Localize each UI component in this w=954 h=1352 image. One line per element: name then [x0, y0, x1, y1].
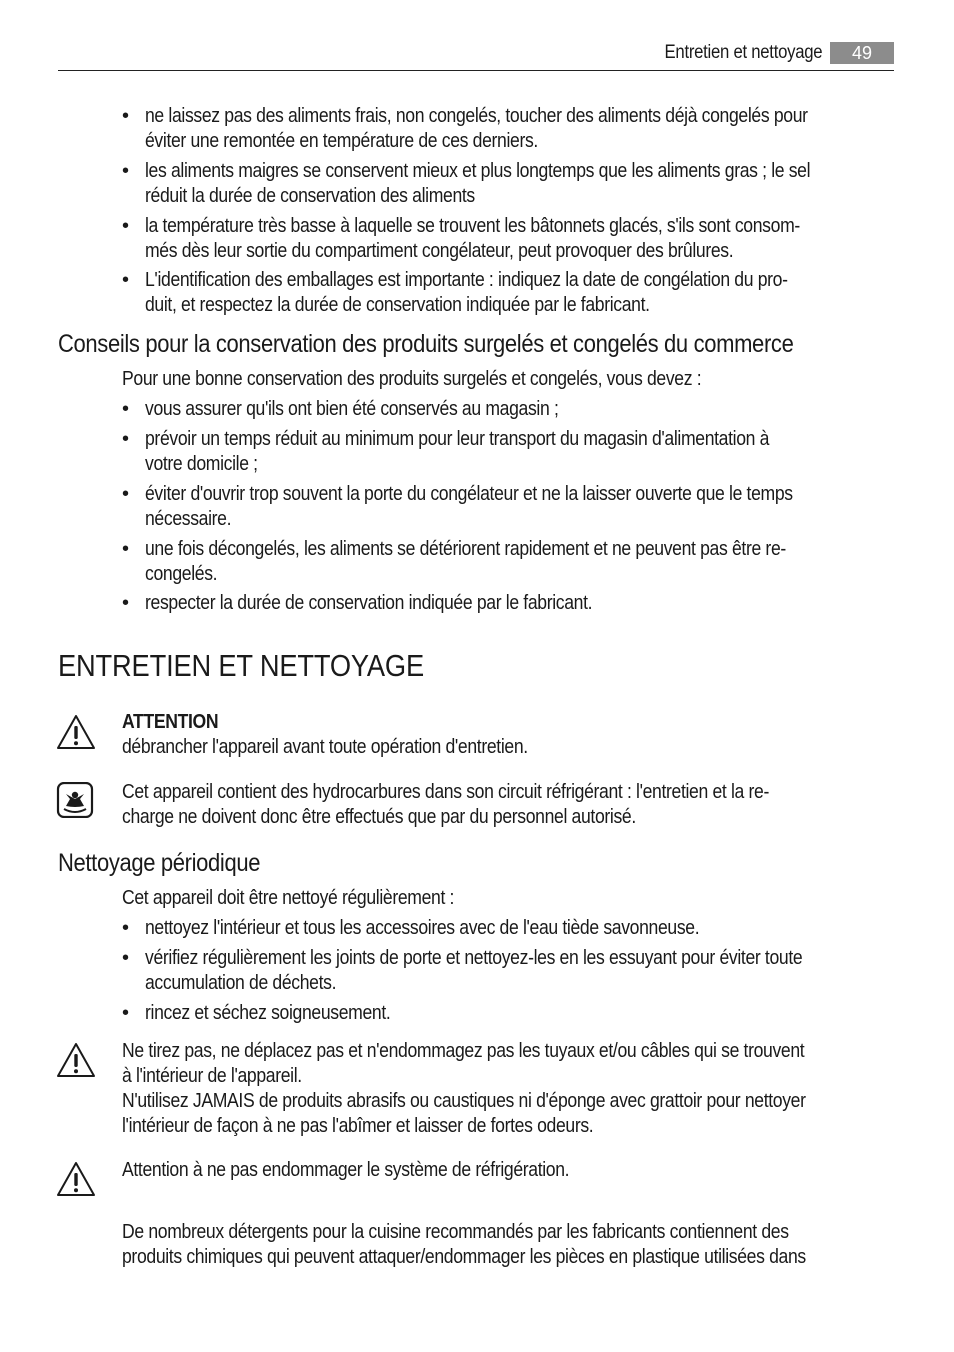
- section-title: ENTRETIEN ET NETTOYAGE: [58, 648, 424, 683]
- list-item: une fois décongelés, les aliments se détériorent rapidement et ne peuvent pas être re- congelés.: [145, 538, 786, 585]
- warning-cables: Ne tirez pas, ne déplacez pas et n'endommagez pas les tuyaux et/ou câbles qui se trouvent à l'intérieur de l'appareil. N'utilisez JAMAIS de produits abrasifs ou caustiques ni d'éponge avec grattoir pour nettoyer l'intérieur de façon à ne pas l'abîmer et laisser de fortes odeurs.: [122, 1040, 806, 1137]
- header-title: Entretien et nettoyage: [664, 42, 822, 63]
- environment-note: Cet appareil contient des hydrocarbures dans son circuit réfrigérant : l'entretien et la re- charge ne doivent donc être effectués que par du personnel autorisé.: [122, 781, 769, 828]
- list-item: la température très basse à laquelle se trouvent les bâtonnets glacés, s'ils sont consom- més dès leur sortie du compartiment congélateur, peut provoquer des brûlures.: [145, 215, 800, 262]
- warning-refrigeration: Attention à ne pas endommager le système de réfrigération.: [122, 1159, 570, 1181]
- list-item: ne laissez pas des aliments frais, non congelés, toucher des aliments déjà congelés pour éviter une remontée en température de ces derniers.: [145, 105, 808, 152]
- list-item: les aliments maigres se conservent mieux et plus longtemps que les aliments gras ; le sel réduit la durée de conservation des aliments: [145, 160, 811, 207]
- bullet-dot: •: [122, 947, 130, 969]
- bullet-dot: •: [122, 215, 130, 237]
- bullet-dot: •: [122, 269, 130, 291]
- conseils-intro: Pour une bonne conservation des produits surgelés et congelés, vous devez :: [122, 368, 702, 390]
- list-item: L'identification des emballages est importante : indiquez la date de congélation du pro- duit, et respectez la durée de conservation indiquée par le fabricant.: [145, 269, 788, 316]
- bullet-dot: •: [122, 483, 130, 505]
- warning-triangle-icon: [56, 1161, 96, 1197]
- bullet-dot: •: [122, 592, 130, 614]
- page-number: 49: [830, 42, 894, 64]
- list-item: vérifiez régulièrement les joints de porte et nettoyez-les en les essuyant pour éviter toute accumulation de déchets.: [145, 947, 803, 994]
- bullet-dot: •: [122, 917, 130, 939]
- page-header: [58, 40, 894, 71]
- nettoyage-heading: Nettoyage périodique: [58, 849, 261, 877]
- list-item: prévoir un temps réduit au minimum pour leur transport du magasin d'alimentation à votre domicile ;: [145, 428, 770, 475]
- bullet-dot: •: [122, 105, 130, 127]
- bullet-dot: •: [122, 1002, 130, 1024]
- bullet-dot: •: [122, 160, 130, 182]
- list-item: vous assurer qu'ils ont bien été conservés au magasin ;: [145, 398, 559, 420]
- conseils-heading: Conseils pour la conservation des produits surgelés et congelés du commerce: [58, 330, 794, 358]
- warning-attention: [122, 710, 583, 760]
- bullet-dot: •: [122, 428, 130, 450]
- nettoyage-intro: Cet appareil doit être nettoyé régulièrement :: [122, 887, 455, 909]
- warning-triangle-icon: [56, 1042, 96, 1078]
- list-item: nettoyez l'intérieur et tous les accessoires avec de l'eau tiède savonneuse.: [145, 917, 700, 939]
- bullet-dot: •: [122, 538, 130, 560]
- list-item: éviter d'ouvrir trop souvent la porte du congélateur et ne la laisser ouverte que le temps nécessaire.: [145, 483, 793, 530]
- warning-triangle-icon: [56, 714, 96, 750]
- environment-flower-icon: [56, 782, 94, 818]
- warning-title: ATTENTION: [122, 711, 219, 733]
- bullet-dot: •: [122, 398, 130, 420]
- detergents-paragraph: De nombreux détergents pour la cuisine recommandés par les fabricants contiennent des produits chimiques qui peuvent attaquer/endommager les pièces en plastique utilisées dans: [122, 1221, 806, 1268]
- warning-text: débrancher l'appareil avant toute opération d'entretien.: [122, 736, 528, 758]
- list-item: rincez et séchez soigneusement.: [145, 1002, 391, 1024]
- list-item: respecter la durée de conservation indiquée par le fabricant.: [145, 592, 593, 614]
